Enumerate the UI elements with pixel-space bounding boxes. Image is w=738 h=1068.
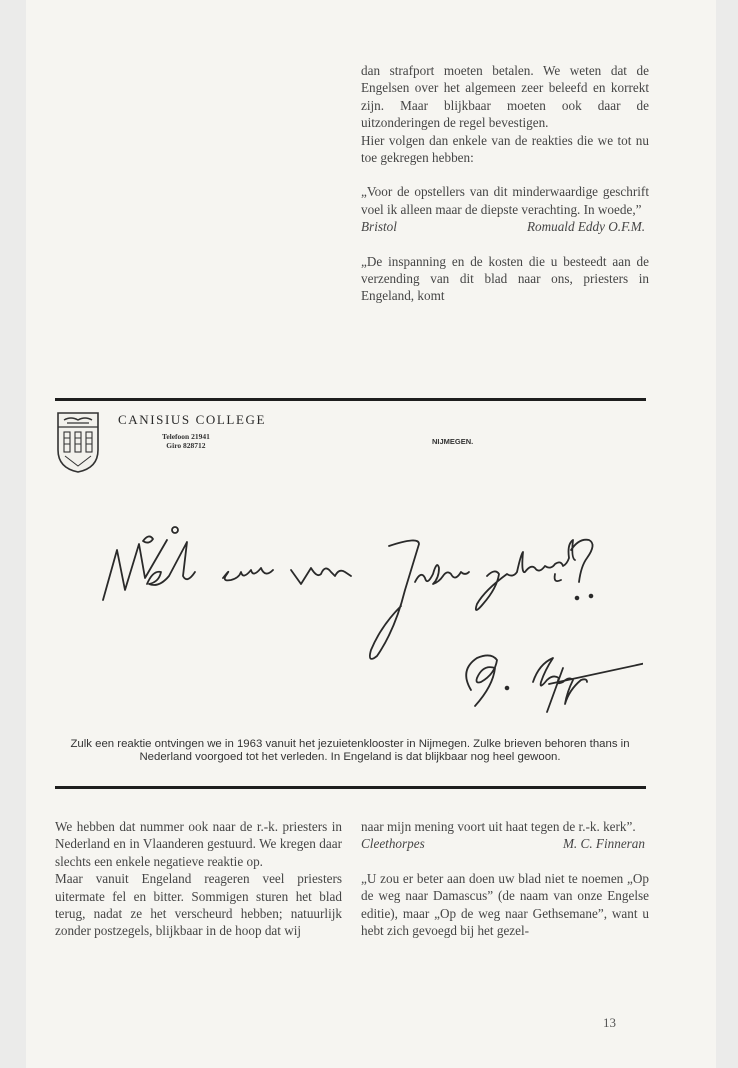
quote: „U zou er beter aan doen uw blad niet te noemen „Op de weg naar Damascus” (de naam van onze Engelse editie), maar „Op de weg naar Gethsemane”, want u hebt zich gevoegd bij het gezel- (361, 870, 649, 939)
paragraph: naar mijn mening voort uit haat tegen de r.-k. kerk”. (361, 819, 636, 834)
letter-image (55, 402, 643, 722)
bottom-rule (55, 786, 646, 789)
quote-attribution (361, 835, 649, 852)
quote-author: M. C. Finneran (562, 836, 645, 852)
giro: Giro 828712 (166, 441, 206, 450)
paragraph: dan strafport moeten betalen. We weten dat de Engelsen over het algemeen zeer beleefd en korrekt zijn. Maar blijkbaar moeten ook daar de uitzonderingen de regel bevestigen. (361, 63, 649, 131)
telephone: Telefoon 21941 (162, 432, 210, 441)
letterhead-city: NIJMEGEN. (432, 437, 474, 446)
page-number: 13 (603, 1015, 616, 1030)
quote-attribution (361, 218, 649, 235)
top-rule (55, 398, 646, 401)
paragraph: Maar vanuit Engeland reageren veel priesters uitermate fel en bitter. Sommigen sturen het blad terug, nadat ze het verscheurd hebben; natuurlijk zonder postzegels, blijkbaar in de hoop dat wij (55, 871, 342, 939)
figure-caption: Zulk een reaktie ontvingen we in 1963 vanuit het jezuietenklooster in Nijmegen. Zulke brieven behoren thans in Nederland voorgoed tot het verleden. In Engeland is dat blijkbaar nog heel gewoon. (70, 738, 630, 764)
quote: „De inspanning en de kosten die u besteedt aan de verzending van dit blad naar ons, priesters in Engeland, komt (361, 253, 649, 304)
college-name: CANISIUS COLLEGE (118, 412, 267, 427)
college-crest-icon (55, 410, 101, 474)
paragraph: Hier volgen dan enkele van de reakties die we tot nu toe gekregen hebben: (361, 132, 649, 166)
handwritten-message (55, 512, 643, 732)
top-column (361, 62, 649, 305)
quote-author: Romuald Eddy O.F.M. (526, 219, 645, 235)
quote-place: Bristol (361, 219, 397, 235)
quote: „Voor de opstellers van dit minderwaardige geschrift voel ik alleen maar de diepste verachting. In woede,” (361, 184, 649, 217)
quote-place: Cleethorpes (361, 836, 425, 852)
paragraph: We hebben dat nummer ook naar de r.-k. priesters in Nederland en in Vlaanderen gestuurd. We kregen daar slechts een enkele negatieve reaktie op. (55, 819, 342, 869)
bottom-right-column (361, 818, 649, 939)
letterhead-contact (162, 432, 210, 450)
bottom-left-column (55, 818, 342, 940)
